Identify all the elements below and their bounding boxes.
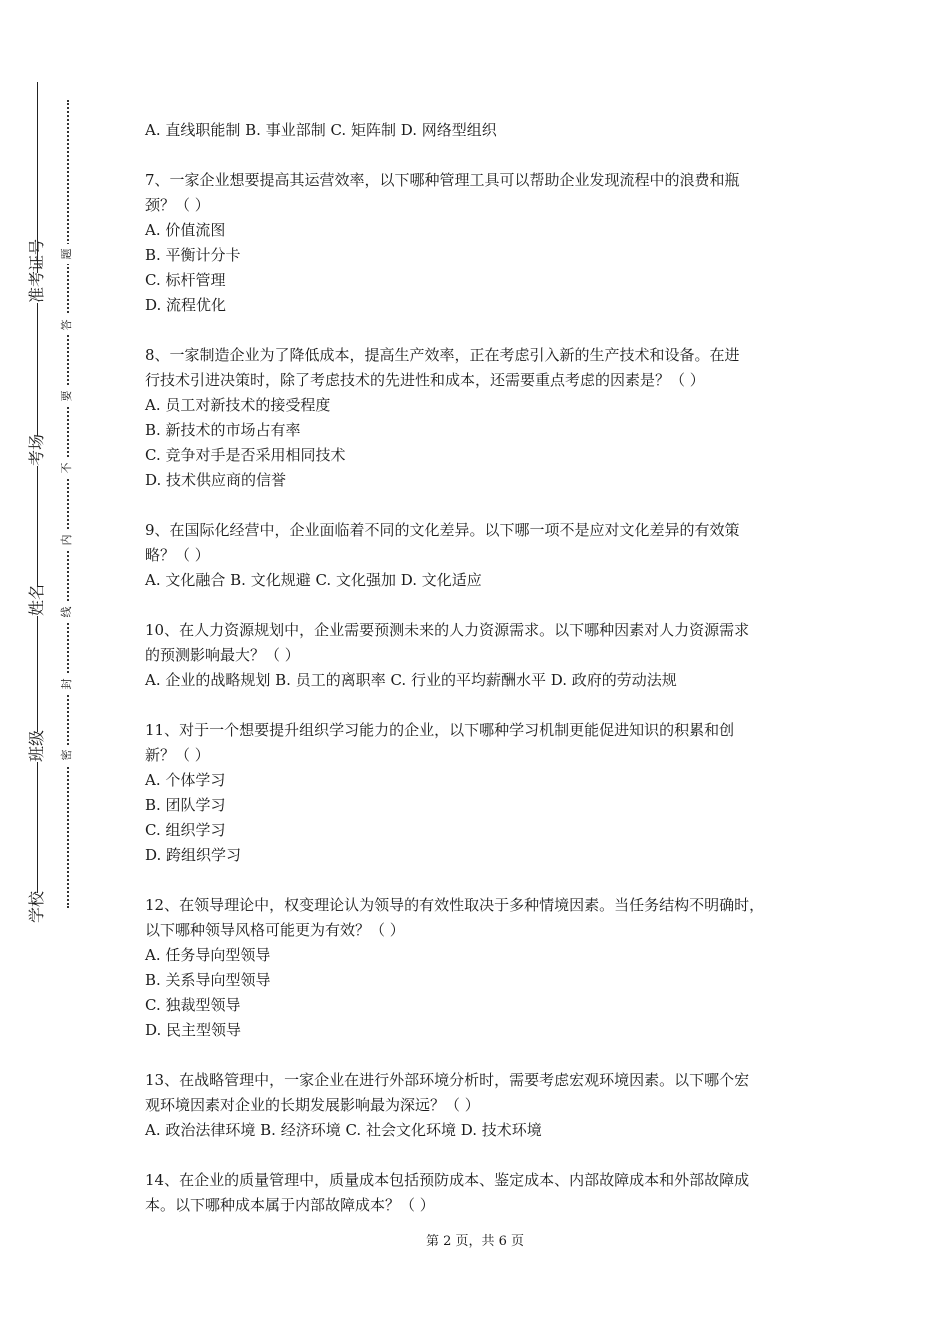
- option-d: D. 民主型领导: [145, 1021, 242, 1039]
- question-text: 13、在战略管理中，一家企业在进行外部环境分析时，需要考虑宏观环境因素。以下哪个宏: [145, 1071, 750, 1089]
- option-b: B. 平衡计分卡: [145, 246, 241, 264]
- option-a: A. 任务导向型领导: [145, 946, 271, 964]
- seal-char: 封: [60, 674, 74, 694]
- option-c: C. 独裁型领导: [145, 996, 241, 1014]
- question-text: 14、在企业的质量管理中，质量成本包括预防成本、鉴定成本、内部故障成本和外部故障成: [145, 1171, 750, 1189]
- question-text: 行技术引进决策时，除了考虑技术的先进性和成本，还需要重点考虑的因素是？（ ）: [145, 371, 705, 389]
- question-block: [145, 343, 815, 493]
- option-d: D. 流程优化: [145, 296, 227, 314]
- option-a: A. 个体学习: [145, 771, 226, 789]
- seal-char: 不: [60, 458, 74, 478]
- option-b: B. 团队学习: [145, 796, 226, 814]
- question-text: 的预测影响最大？（ ）: [145, 646, 300, 664]
- question-text: 10、在人力资源规划中，企业需要预测未来的人力资源需求。以下哪种因素对人力资源需求: [145, 621, 750, 639]
- question-text: 略？（ ）: [145, 546, 210, 564]
- question-text: 12、在领导理论中，权变理论认为领导的有效性取决于多种情境因素。当任务结构不明确时，: [145, 896, 765, 914]
- seal-char: 密: [60, 745, 74, 765]
- page-number: 第 2 页，共 6 页: [425, 1234, 525, 1249]
- question-text: 以下哪种领导风格可能更为有效？（ ）: [145, 921, 405, 939]
- question-block: [145, 893, 815, 1043]
- question-text: 颈？（ ）: [145, 196, 210, 214]
- option-c: C. 竞争对手是否采用相同技术: [145, 446, 346, 464]
- question-text: 11、对于一个想要提升组织学习能力的企业，以下哪种学习机制更能促进知识的积累和创: [145, 721, 735, 739]
- option-a: A. 员工对新技术的接受程度: [145, 396, 331, 414]
- seal-char: 线: [60, 602, 74, 622]
- field-class-label: 班级: [27, 729, 46, 762]
- question-block: [145, 1168, 815, 1218]
- question-text: 新？（ ）: [145, 746, 210, 764]
- field-name-label: 姓名: [27, 583, 46, 616]
- question-block: [145, 718, 815, 868]
- question-block: [145, 618, 815, 693]
- seal-char: 内: [60, 530, 74, 550]
- question-text: 9、在国际化经营中，企业面临着不同的文化差异。以下哪一项不是应对文化差异的有效策: [145, 521, 740, 539]
- question-list: [145, 118, 815, 1218]
- binding-line: [37, 82, 38, 914]
- seal-dotted-line: [67, 100, 69, 908]
- field-exam-number-label: 准考证号: [27, 238, 46, 303]
- option-line: A. 政治法律环境 B. 经济环境 C. 社会文化环境 D. 技术环境: [145, 1121, 542, 1139]
- seal-char: 答: [60, 315, 74, 335]
- question-text: 本。以下哪种成本属于内部故障成本？（ ）: [145, 1196, 435, 1214]
- seal-char: 题: [60, 244, 74, 264]
- option-line: A. 企业的战略规划 B. 员工的离职率 C. 行业的平均薪酬水平 D. 政府的劳动法规: [145, 671, 677, 689]
- question-block: [145, 518, 815, 593]
- question-text: 8、一家制造企业为了降低成本，提高生产效率，正在考虑引入新的生产技术和设备。在进: [145, 346, 740, 364]
- question-text: 7、一家企业想要提高其运营效率，以下哪种管理工具可以帮助企业发现流程中的浪费和瓶: [145, 171, 740, 189]
- question-text: 观环境因素对企业的长期发展影响最为深远？（ ）: [145, 1096, 480, 1114]
- field-exam-room-label: 考场: [27, 433, 46, 466]
- question-block: [145, 168, 815, 318]
- option-b: B. 关系导向型领导: [145, 971, 271, 989]
- option-d: D. 技术供应商的信誉: [145, 471, 287, 489]
- seal-char: 要: [60, 386, 74, 406]
- option-d: D. 跨组织学习: [145, 846, 242, 864]
- question-block: [145, 1068, 815, 1143]
- field-school-label: 学校: [27, 890, 46, 923]
- question-block: [145, 118, 815, 143]
- option-a: A. 价值流图: [145, 221, 226, 239]
- option-b: B. 新技术的市场占有率: [145, 421, 301, 439]
- option-line: A. 直线职能制 B. 事业部制 C. 矩阵制 D. 网络型组织: [145, 121, 497, 139]
- option-line: A. 文化融合 B. 文化规避 C. 文化强加 D. 文化适应: [145, 571, 482, 589]
- option-c: C. 组织学习: [145, 821, 226, 839]
- option-c: C. 标杆管理: [145, 271, 226, 289]
